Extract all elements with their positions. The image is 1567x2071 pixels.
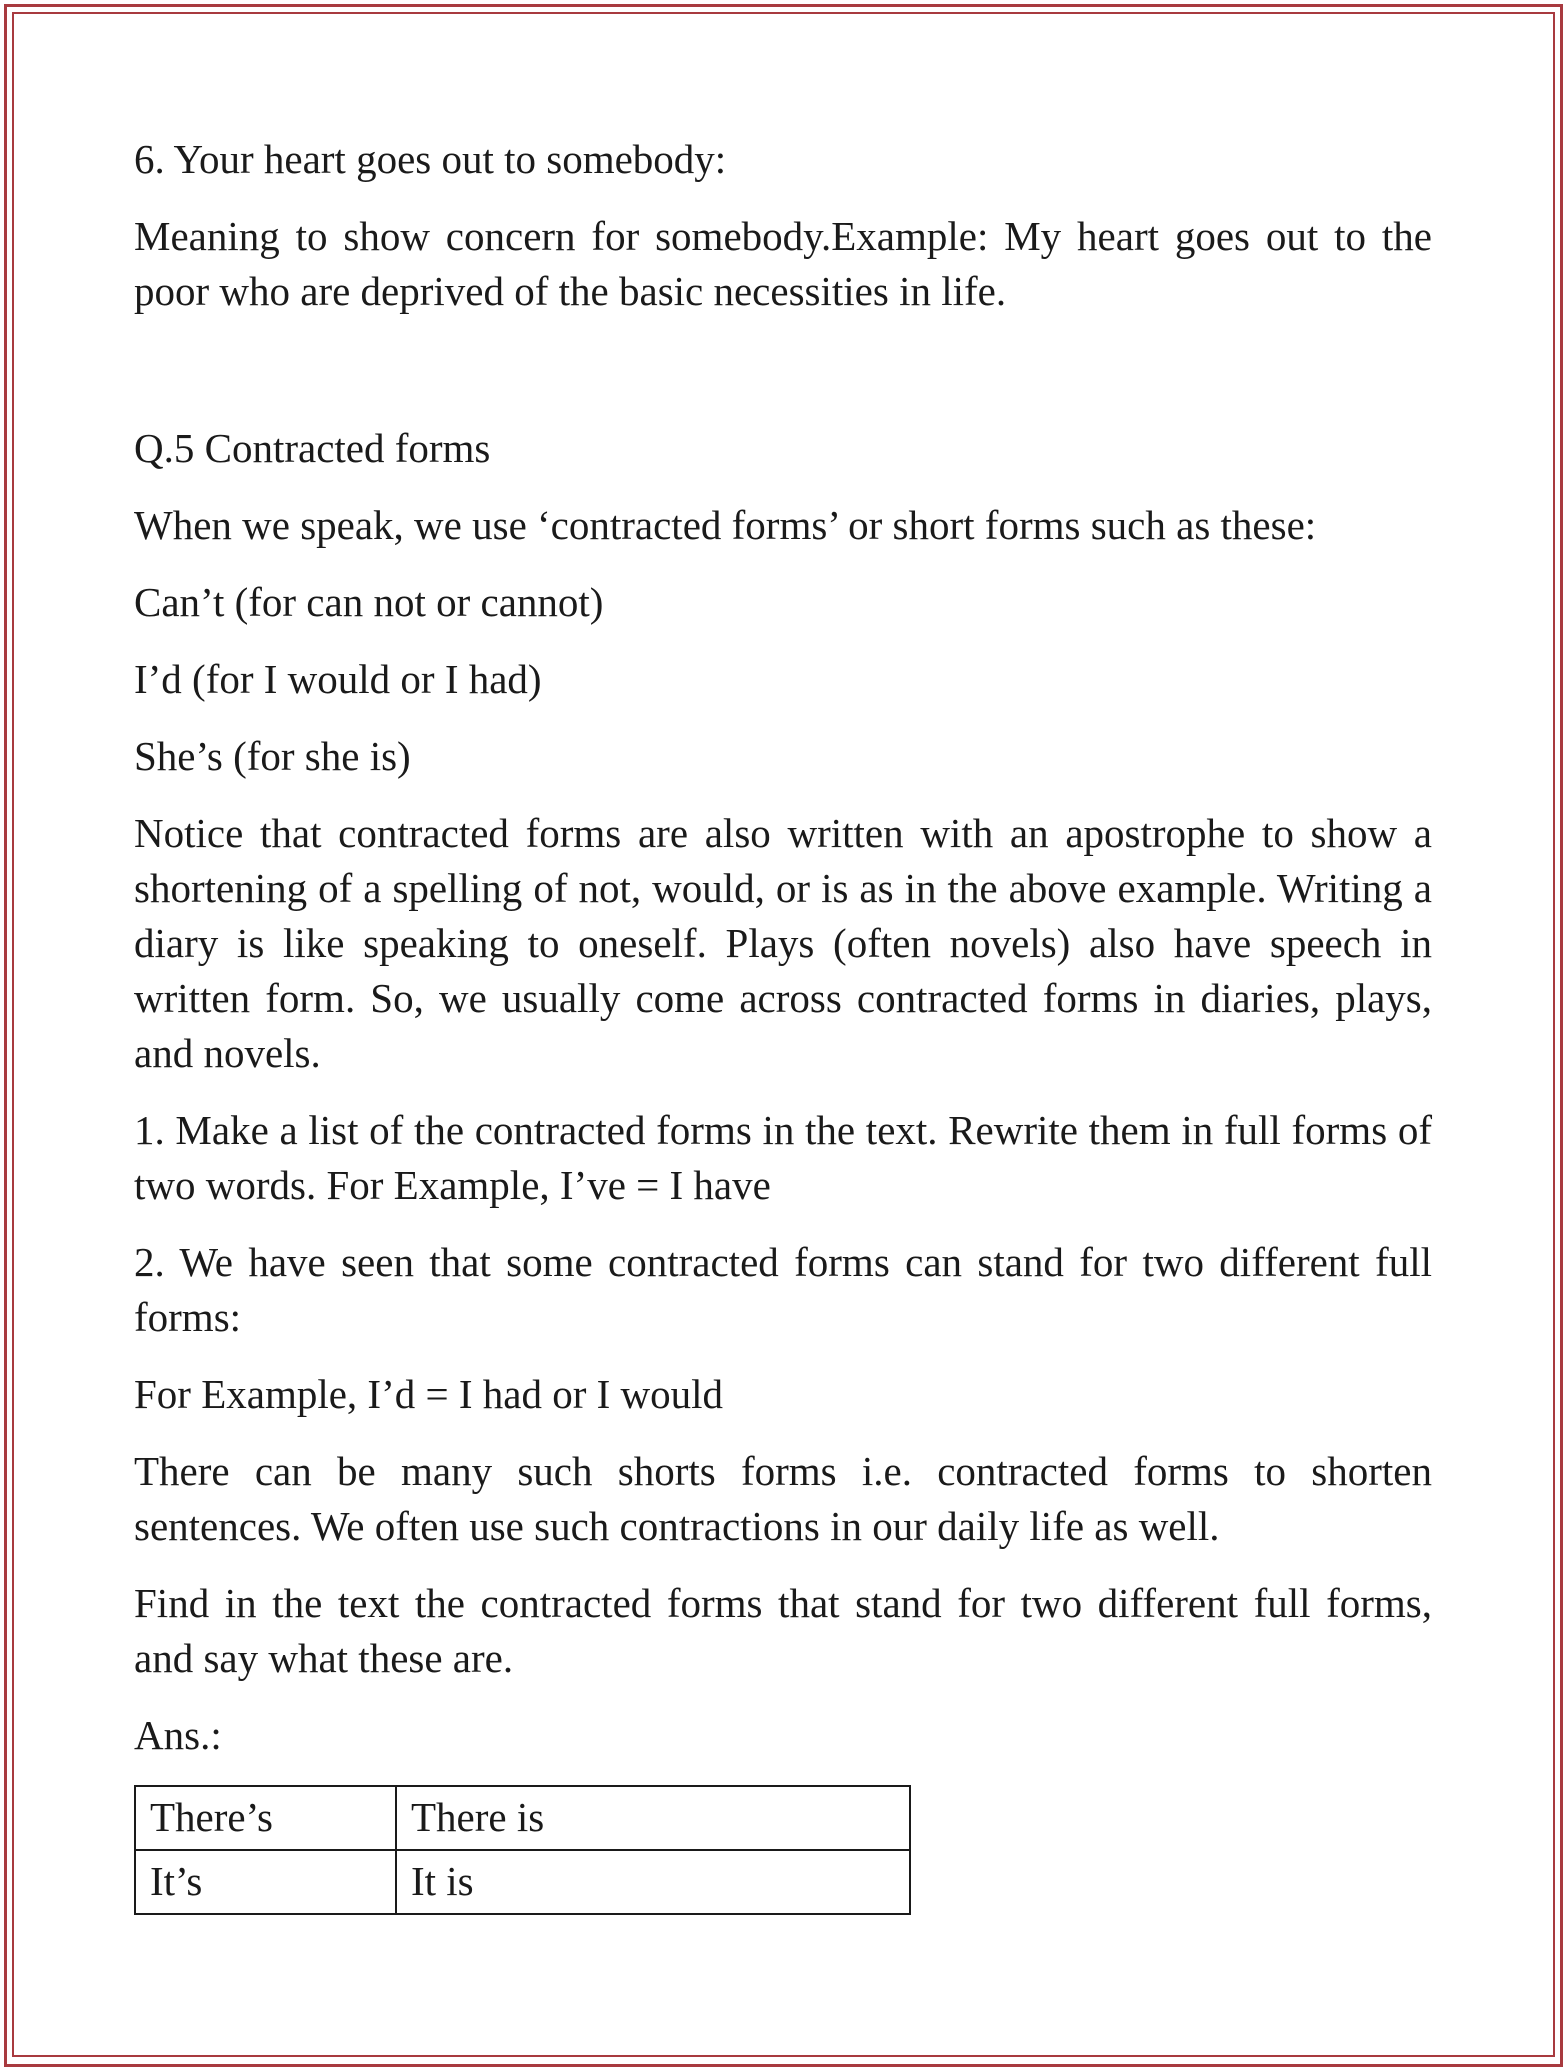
idiom-meaning: Meaning to show concern for somebody.Example: My heart goes out to the poor who are deprived of the basic necessities in life. [134, 213, 1432, 314]
table-cell-contraction: There’s [135, 1786, 396, 1850]
notice-paragraph: Notice that contracted forms are also written with an apostrophe to show a shortening of a spelling of not, would, or is as in the above example. Writing a diary is like speaking to oneself. Plays (often novels) also have speech in written form. So, we usually come across contracted forms in diaries, plays, and novels. [134, 810, 1432, 1076]
section-gap [134, 341, 1432, 421]
table-cell-full-form: There is [396, 1786, 910, 1850]
answer-label: Ans.: [134, 1712, 222, 1758]
example-item: She’s (for she is) [134, 733, 411, 779]
answer-table [134, 1785, 911, 1915]
question-2: 2. We have seen that some contracted forms can stand for two different full forms: [134, 1239, 1432, 1340]
task-paragraph: Find in the text the contracted forms that stand for two different full forms, and say what these are. [134, 1580, 1432, 1681]
table-row [135, 1850, 910, 1914]
question-1: 1. Make a list of the contracted forms in the text. Rewrite them in full forms of two words. For Example, I’ve = I have [134, 1107, 1432, 1208]
page-content [134, 132, 1432, 1915]
idiom-heading: 6. Your heart goes out to somebody: [134, 136, 727, 182]
section-heading: Q.5 Contracted forms [134, 425, 491, 471]
table-cell-full-form: It is [396, 1850, 910, 1914]
example-item: I’d (for I would or I had) [134, 656, 542, 702]
table-row [135, 1786, 910, 1850]
explanation-paragraph: There can be many such shorts forms i.e. contracted forms to shorten sentences. We often use such contractions in our daily life as well. [134, 1448, 1432, 1549]
example-item: Can’t (for can not or cannot) [134, 579, 604, 625]
section-intro: When we speak, we use ‘contracted forms’ or short forms such as these: [134, 502, 1317, 548]
question-2-example: For Example, I’d = I had or I would [134, 1371, 724, 1417]
table-cell-contraction: It’s [135, 1850, 396, 1914]
